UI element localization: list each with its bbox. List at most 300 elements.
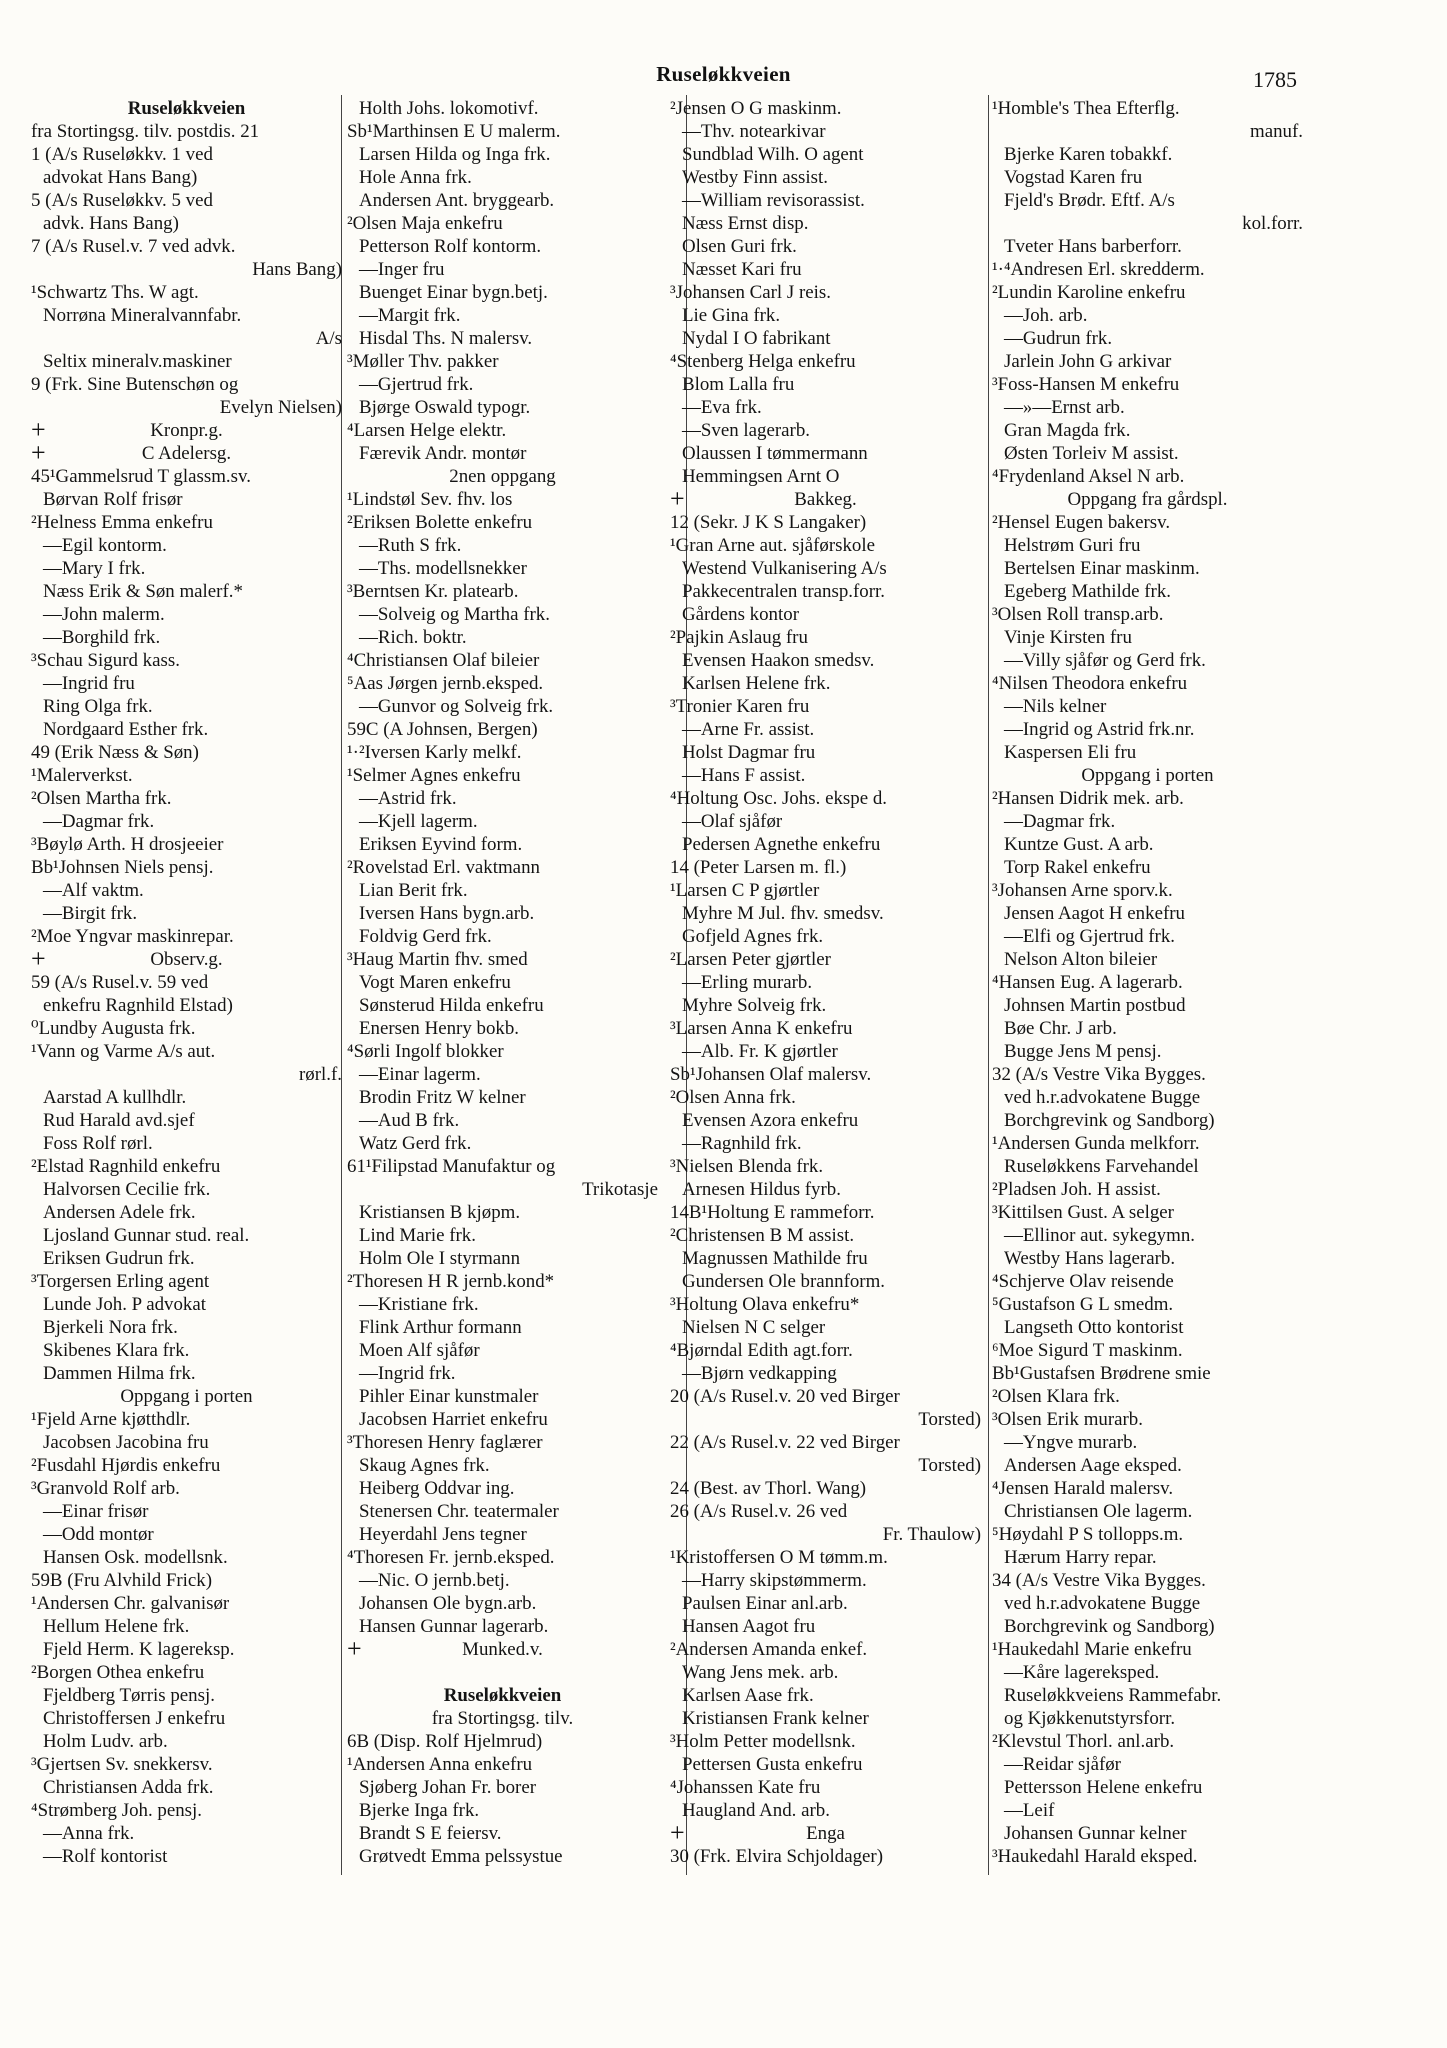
entry-text: ³Johansen Arne sporv.k. xyxy=(992,880,1173,901)
entry-text: ³Schau Sigurd kass. xyxy=(31,650,180,671)
cross-icon: + xyxy=(31,438,46,467)
directory-entry xyxy=(992,925,1303,948)
directory-entry xyxy=(992,1155,1303,1178)
entry-text: 20 (A/s Rusel.v. 20 ved Birger xyxy=(670,1386,900,1407)
directory-entry xyxy=(347,1385,658,1408)
directory-entry xyxy=(670,1615,981,1638)
entry-text: Jacobsen Harriet enkefru xyxy=(359,1409,548,1430)
directory-entry xyxy=(670,1178,981,1201)
directory-entry xyxy=(347,856,658,879)
directory-entry xyxy=(992,1178,1303,1201)
entry-text: ¹Lindstøl Sev. fhv. los xyxy=(347,489,513,510)
entry-text: —Egil kontorm. xyxy=(43,535,167,556)
directory-entry xyxy=(992,1132,1303,1155)
entry-text: ²Rovelstad Erl. vaktmann xyxy=(347,857,540,878)
entry-text: ¹Andersen Chr. galvanisør xyxy=(31,1593,230,1614)
directory-entry xyxy=(347,971,658,994)
entry-text: ³Bøylø Arth. H drosjeeier xyxy=(31,834,224,855)
entry-text: ⁴Jensen Harald malersv. xyxy=(992,1478,1174,1499)
directory-entry xyxy=(670,1086,981,1109)
entry-text: Eriksen Eyvind form. xyxy=(359,834,523,855)
entry-text: Pakkecentralen transp.forr. xyxy=(682,581,885,602)
directory-entry xyxy=(670,1638,981,1661)
entry-text: ³Larsen Anna K enkefru xyxy=(670,1018,853,1039)
entry-text: —Margit frk. xyxy=(359,305,461,326)
directory-entry xyxy=(670,1132,981,1155)
directory-entry xyxy=(670,1385,981,1408)
directory-entry xyxy=(31,1799,342,1822)
cross-street xyxy=(670,1818,981,1847)
entry-text: ³Haug Martin fhv. smed xyxy=(347,949,528,970)
directory-entry xyxy=(670,350,981,373)
entry-text: Gårdens kontor xyxy=(682,604,799,625)
entry-text: Westby Hans lagerarb. xyxy=(1004,1248,1176,1269)
directory-entry xyxy=(670,902,981,925)
entry-text: Brandt S E feiersv. xyxy=(359,1823,502,1844)
entry-text: rørl.f. xyxy=(298,1064,342,1085)
directory-entry xyxy=(347,419,658,442)
directory-entry xyxy=(347,120,658,143)
directory-entry xyxy=(31,1040,342,1063)
entry-text: Johnsen Martin postbud xyxy=(1004,995,1186,1016)
entry-text: Ruseløkkveien xyxy=(127,98,246,119)
directory-entry xyxy=(31,1661,342,1684)
entry-text: Østen Torleiv M assist. xyxy=(1004,443,1179,464)
directory-entry xyxy=(670,373,981,396)
entry-text: Larsen Hilda og Inga frk. xyxy=(359,144,551,165)
directory-entry xyxy=(347,373,658,396)
directory-entry xyxy=(31,1224,342,1247)
directory-entry xyxy=(992,856,1303,879)
entry-text: —Einar lagerm. xyxy=(359,1064,481,1085)
directory-entry xyxy=(347,1546,658,1569)
entry-text: ¹Larsen C P gjørtler xyxy=(670,880,820,901)
directory-entry xyxy=(992,1753,1303,1776)
entry-text: ³Thoresen Henry faglærer xyxy=(347,1432,543,1453)
section-heading xyxy=(347,1684,658,1707)
entry-text: Vogt Maren enkefru xyxy=(359,972,511,993)
directory-entry xyxy=(31,1109,342,1132)
directory-entry xyxy=(31,1247,342,1270)
directory-entry xyxy=(31,396,342,419)
entry-text: ³Haukedahl Harald eksped. xyxy=(992,1846,1198,1867)
directory-entry xyxy=(670,580,981,603)
directory-entry xyxy=(670,1569,981,1592)
directory-entry xyxy=(31,1201,342,1224)
column-1 xyxy=(31,97,342,1997)
entry-text: —Kjell lagerm. xyxy=(359,811,478,832)
entry-text: ³Gjertsen Sv. snekkersv. xyxy=(31,1754,213,1775)
directory-entry xyxy=(347,143,658,166)
directory-entry xyxy=(347,902,658,925)
entry-text: Arnesen Hildus fyrb. xyxy=(682,1179,841,1200)
entry-text: Evelyn Nielsen) xyxy=(219,397,342,418)
directory-entry xyxy=(670,327,981,350)
entry-text: Skibenes Klara frk. xyxy=(43,1340,190,1361)
entry-text: —Nils kelner xyxy=(1004,696,1107,717)
directory-entry xyxy=(31,1454,342,1477)
directory-entry xyxy=(992,1822,1303,1845)
cross-icon: + xyxy=(670,484,685,513)
entry-text: Westby Finn assist. xyxy=(682,167,828,188)
cross-street xyxy=(31,438,342,467)
directory-entry xyxy=(31,810,342,833)
entry-text: ²Klevstul Thorl. anl.arb. xyxy=(992,1731,1175,1752)
entry-text: —Arne Fr. assist. xyxy=(682,719,815,740)
entry-text: —Ingrid fru xyxy=(43,673,135,694)
directory-entry xyxy=(992,281,1303,304)
entry-text: Seltix mineralv.maskiner xyxy=(43,351,232,372)
entry-text: ³Holtung Olava enkefru* xyxy=(670,1294,860,1315)
directory-entry xyxy=(31,373,342,396)
entry-text: Johansen Ole bygn.arb. xyxy=(359,1593,537,1614)
directory-entry xyxy=(670,626,981,649)
entry-text: Jacobsen Jacobina fru xyxy=(43,1432,209,1453)
directory-entry xyxy=(347,1017,658,1040)
entry-text: ⁴Holtung Osc. Johs. ekspe d. xyxy=(670,788,887,809)
entry-text: Ring Olga frk. xyxy=(43,696,153,717)
entry-text: ³Tronier Karen fru xyxy=(670,696,810,717)
entry-text: Christiansen Adda frk. xyxy=(43,1777,214,1798)
directory-entry xyxy=(347,1224,658,1247)
directory-entry xyxy=(670,511,981,534)
entry-text: Buenget Einar bygn.betj. xyxy=(359,282,548,303)
entry-text: ²Olsen Klara frk. xyxy=(992,1386,1120,1407)
directory-entry xyxy=(670,143,981,166)
directory-entry xyxy=(670,534,981,557)
entry-text: Bb¹Johnsen Niels pensj. xyxy=(31,857,214,878)
directory-entry xyxy=(31,1063,342,1086)
directory-entry xyxy=(347,1063,658,1086)
entry-text: Halvorsen Cecilie frk. xyxy=(43,1179,211,1200)
directory-entry xyxy=(347,1155,658,1178)
directory-entry xyxy=(670,212,981,235)
entry-text: —Ingrid frk. xyxy=(359,1363,456,1384)
directory-entry xyxy=(670,557,981,580)
page-title: Ruseløkkveien xyxy=(656,62,791,86)
entry-text: Fjeld Herm. K lagereksp. xyxy=(43,1639,235,1660)
entry-text: Dammen Hilma frk. xyxy=(43,1363,196,1384)
directory-entry xyxy=(992,1500,1303,1523)
entry-text: Næsset Kari fru xyxy=(682,259,802,280)
entry-text: Moen Alf sjåfør xyxy=(359,1340,480,1361)
entry-text: Langseth Otto kontorist xyxy=(1004,1317,1184,1338)
directory-entry xyxy=(31,327,342,350)
directory-entry xyxy=(31,649,342,672)
directory-entry xyxy=(31,120,342,143)
directory-entry xyxy=(670,1293,981,1316)
entry-text: Bb¹Gustafsen Brødrene smie xyxy=(992,1363,1211,1384)
directory-entry xyxy=(347,925,658,948)
directory-entry xyxy=(31,856,342,879)
entry-text: Hansen Gunnar lagerarb. xyxy=(359,1616,549,1637)
directory-entry xyxy=(670,1270,981,1293)
directory-entry xyxy=(670,1339,981,1362)
entry-text: Johansen Gunnar kelner xyxy=(1004,1823,1187,1844)
directory-entry xyxy=(31,166,342,189)
entry-text: ⁴Sørli Ingolf blokker xyxy=(347,1041,504,1062)
column-2 xyxy=(347,97,658,1997)
entry-text: Nydal I O fabrikant xyxy=(682,328,831,349)
entry-text: Enersen Henry bokb. xyxy=(359,1018,519,1039)
entry-text: ¹Schwartz Ths. W agt. xyxy=(31,282,199,303)
entry-text: ²Eriksen Bolette enkefru xyxy=(347,512,533,533)
directory-entry xyxy=(670,1431,981,1454)
directory-entry xyxy=(31,580,342,603)
entrance-note xyxy=(992,764,1303,787)
entry-text: Olaussen I tømmermann xyxy=(682,443,868,464)
entry-text: ³Møller Thv. pakker xyxy=(347,351,499,372)
entry-text: Lie Gina frk. xyxy=(682,305,781,326)
directory-entry xyxy=(992,1776,1303,1799)
cross-street xyxy=(31,415,342,444)
directory-entry xyxy=(992,1385,1303,1408)
entry-text: Sjøberg Johan Fr. borer xyxy=(359,1777,536,1798)
entry-text: ²Helness Emma enkefru xyxy=(31,512,213,533)
directory-entry xyxy=(670,925,981,948)
directory-entry xyxy=(670,1523,981,1546)
directory-entry xyxy=(670,695,981,718)
directory-entry xyxy=(31,143,342,166)
entry-text: Norrøna Mineralvannfabr. xyxy=(43,305,242,326)
entry-text: —Mary I frk. xyxy=(43,558,146,579)
directory-entry xyxy=(347,327,658,350)
entry-text: Torsted) xyxy=(918,1409,981,1430)
entry-text: Myhre M Jul. fhv. smedsv. xyxy=(682,903,884,924)
entry-text: og Kjøkkenutstyrsforr. xyxy=(1004,1708,1176,1729)
entry-text: Hansen Aagot fru xyxy=(682,1616,816,1637)
directory-entry xyxy=(31,1408,342,1431)
entry-text: —Odd montør xyxy=(43,1524,154,1545)
directory-entry xyxy=(347,1822,658,1845)
directory-entry xyxy=(31,1776,342,1799)
entry-text: Andersen Adele frk. xyxy=(43,1202,196,1223)
directory-entry xyxy=(347,580,658,603)
directory-entry xyxy=(347,948,658,971)
directory-entry xyxy=(670,948,981,971)
directory-entry xyxy=(670,603,981,626)
entry-text: Nielsen N C selger xyxy=(682,1317,826,1338)
entry-text: Sønsterud Hilda enkefru xyxy=(359,995,544,1016)
directory-entry xyxy=(670,304,981,327)
entry-text: ³Olsen Roll transp.arb. xyxy=(992,604,1164,625)
entry-text: —Leif xyxy=(1004,1800,1055,1821)
entry-text: Skaug Agnes frk. xyxy=(359,1455,490,1476)
directory-entry xyxy=(992,580,1303,603)
entry-text: Hole Anna frk. xyxy=(359,167,472,188)
directory-entry xyxy=(347,1615,658,1638)
entry-text: Borchgrevink og Sandborg) xyxy=(1004,1110,1215,1131)
entry-text: Vinje Kirsten fru xyxy=(1004,627,1132,648)
directory-entry xyxy=(347,1178,658,1201)
entry-text: ²Andersen Amanda enkef. xyxy=(670,1639,868,1660)
directory-entry xyxy=(992,1201,1303,1224)
directory-entry xyxy=(347,764,658,787)
entry-text: Nordgaard Esther frk. xyxy=(43,719,209,740)
directory-entry xyxy=(347,534,658,557)
directory-entry xyxy=(347,879,658,902)
entry-text: Borchgrevink og Sandborg) xyxy=(1004,1616,1215,1637)
directory-entry xyxy=(992,1017,1303,1040)
entry-text: Holm Ole I styrmann xyxy=(359,1248,521,1269)
directory-entry xyxy=(31,1523,342,1546)
directory-entry xyxy=(347,1339,658,1362)
directory-entry xyxy=(992,1224,1303,1247)
directory-entry xyxy=(992,1270,1303,1293)
directory-entry xyxy=(992,1661,1303,1684)
entry-text: ²Hansen Didrik mek. arb. xyxy=(992,788,1184,809)
directory-entry xyxy=(670,879,981,902)
entry-text: Christoffersen J enkefru xyxy=(43,1708,226,1729)
entry-text: ²Pajkin Aslaug fru xyxy=(670,627,808,648)
entry-text: ²Lundin Karoline enkefru xyxy=(992,282,1186,303)
directory-entry xyxy=(31,1339,342,1362)
entry-text: Holm Ludv. arb. xyxy=(43,1731,168,1752)
directory-entry xyxy=(992,1615,1303,1638)
directory-entry xyxy=(992,672,1303,695)
entry-text: Egeberg Mathilde frk. xyxy=(1004,581,1171,602)
entry-text: 32 (A/s Vestre Vika Bygges. xyxy=(992,1064,1206,1085)
entry-text: —Anna frk. xyxy=(43,1823,135,1844)
entry-text: Foldvig Gerd frk. xyxy=(359,926,492,947)
entry-text: ²Moe Yngvar maskinrepar. xyxy=(31,926,234,947)
directory-entry xyxy=(992,1040,1303,1063)
entry-text: C Adelersg. xyxy=(141,443,232,464)
entry-text: —Yngve murarb. xyxy=(1004,1432,1138,1453)
directory-entry xyxy=(31,1730,342,1753)
entry-text: Oppgang fra gårdspl. xyxy=(1067,489,1228,510)
entry-text: Karlsen Helene frk. xyxy=(682,673,831,694)
page-header xyxy=(0,62,1447,92)
entry-text: 12 (Sekr. J K S Langaker) xyxy=(670,512,867,533)
entry-text: Pettersson Helene enkefru xyxy=(1004,1777,1203,1798)
cross-street xyxy=(31,944,342,973)
directory-entry xyxy=(670,718,981,741)
entry-text: Heyerdahl Jens tegner xyxy=(359,1524,527,1545)
directory-entry xyxy=(31,1293,342,1316)
entry-text: —Astrid frk. xyxy=(359,788,457,809)
directory-entry xyxy=(31,695,342,718)
directory-entry xyxy=(992,212,1303,235)
directory-entry xyxy=(992,534,1303,557)
directory-entry xyxy=(347,1109,658,1132)
entry-text: Bjerke Inga frk. xyxy=(359,1800,480,1821)
entry-text: —Sven lagerarb. xyxy=(682,420,810,441)
page-number: 1785 xyxy=(1253,67,1297,92)
entry-text: Hans Bang) xyxy=(252,259,342,280)
directory-entry xyxy=(31,718,342,741)
entry-text: ⁴Christiansen Olaf bileier xyxy=(347,650,540,671)
entry-text: ⁴Nilsen Theodora enkefru xyxy=(992,673,1188,694)
entry-text: Watz Gerd frk. xyxy=(359,1133,472,1154)
entry-text: Næss Ernst disp. xyxy=(682,213,809,234)
entry-text: Pihler Einar kunstmaler xyxy=(359,1386,539,1407)
entry-text: Myhre Solveig frk. xyxy=(682,995,827,1016)
entry-text: Aarstad A kullhdlr. xyxy=(43,1087,187,1108)
directory-entry xyxy=(347,741,658,764)
entry-text: 22 (A/s Rusel.v. 22 ved Birger xyxy=(670,1432,900,1453)
section-heading xyxy=(31,97,342,120)
directory-entry xyxy=(347,1316,658,1339)
directory-entry xyxy=(670,1753,981,1776)
entry-text: ¹Homble's Thea Efterflg. xyxy=(992,98,1180,119)
directory-entry xyxy=(347,994,658,1017)
entry-text: ²Hensel Eugen bakersv. xyxy=(992,512,1171,533)
directory-entry xyxy=(670,1201,981,1224)
directory-entry xyxy=(670,1408,981,1431)
directory-entry xyxy=(992,948,1303,971)
entry-text: ²Christensen B M assist. xyxy=(670,1225,855,1246)
entry-text: ⁴Schjerve Olav reisende xyxy=(992,1271,1174,1292)
entry-text: Andersen Aage eksped. xyxy=(1004,1455,1182,1476)
entry-text: Christiansen Ole lagerm. xyxy=(1004,1501,1193,1522)
entry-text: Vogstad Karen fru xyxy=(1004,167,1143,188)
entry-text: —Hans F assist. xyxy=(682,765,806,786)
entry-text: Holth Johs. lokomotivf. xyxy=(359,98,539,119)
directory-entry xyxy=(31,764,342,787)
cross-icon: + xyxy=(670,1818,685,1847)
entry-text: Jensen Aagot H enkefru xyxy=(1004,903,1185,924)
entry-text: —Joh. arb. xyxy=(1004,305,1088,326)
directory-entry xyxy=(31,511,342,534)
directory-entry xyxy=(992,718,1303,741)
directory-entry xyxy=(347,1845,658,1868)
directory-entry xyxy=(992,327,1303,350)
entry-text: ²Borgen Othea enkefru xyxy=(31,1662,205,1683)
directory-entry xyxy=(31,1178,342,1201)
entry-text: ⁴Bjørndal Edith agt.forr. xyxy=(670,1340,853,1361)
entry-text: Torp Rakel enkefru xyxy=(1004,857,1151,878)
entry-text: Ruseløkkveien xyxy=(443,1685,562,1706)
directory-entry xyxy=(347,672,658,695)
directory-entry xyxy=(670,97,981,120)
directory-entry xyxy=(992,465,1303,488)
entrance-note xyxy=(347,1707,658,1730)
entry-text: ²Pladsen Joh. H assist. xyxy=(992,1179,1161,1200)
entry-text: 30 (Frk. Elvira Schjoldager) xyxy=(670,1846,883,1867)
cross-street xyxy=(670,484,981,513)
directory-entry xyxy=(670,764,981,787)
directory-entry xyxy=(347,810,658,833)
entry-text: Ruseløkkveiens Rammefabr. xyxy=(1004,1685,1222,1706)
directory-entry xyxy=(992,879,1303,902)
directory-entry xyxy=(31,741,342,764)
entry-text: ²Olsen Maja enkefru xyxy=(347,213,503,234)
entry-text: Torsted) xyxy=(918,1455,981,1476)
directory-entry xyxy=(992,787,1303,810)
entry-text: —Ellinor aut. sykegymn. xyxy=(1004,1225,1195,1246)
entry-text: Hærum Harry repar. xyxy=(1004,1547,1157,1568)
directory-entry xyxy=(31,189,342,212)
entry-text: Hemmingsen Arnt O xyxy=(682,466,840,487)
entry-text: —Inger fru xyxy=(359,259,445,280)
directory-entry xyxy=(670,1546,981,1569)
directory-entry xyxy=(670,1362,981,1385)
entry-text: Bjerke Karen tobakkf. xyxy=(1004,144,1173,165)
directory-entry xyxy=(992,1316,1303,1339)
entry-text: Oppgang i porten xyxy=(1081,765,1214,786)
entry-text: 5 (A/s Ruseløkkv. 5 ved xyxy=(31,190,213,211)
entry-text: ¹Vann og Varme A/s aut. xyxy=(31,1041,216,1062)
directory-entry xyxy=(347,97,658,120)
directory-entry xyxy=(670,1776,981,1799)
directory-entry xyxy=(992,1063,1303,1086)
directory-entry xyxy=(347,1799,658,1822)
entry-text: —Ruth S frk. xyxy=(359,535,462,556)
directory-entry xyxy=(31,281,342,304)
entry-text: ³Holm Petter modellsnk. xyxy=(670,1731,856,1752)
entry-text: Oppgang i porten xyxy=(120,1386,253,1407)
